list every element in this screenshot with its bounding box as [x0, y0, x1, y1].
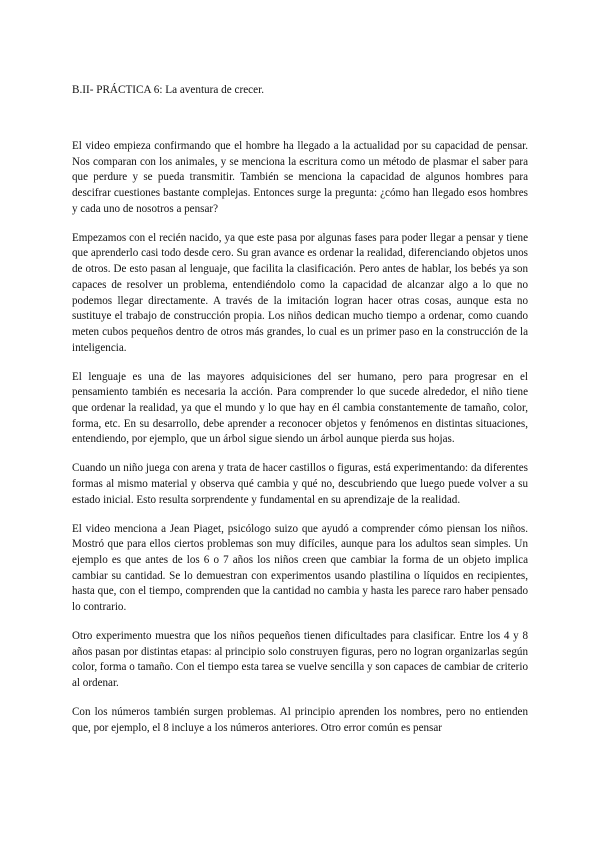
paragraph-2: Empezamos con el recién nacido, ya que este pasa por algunas fases para poder llegar a pensar y tiene que aprenderlo casi todo desde cero. Su gran avance es ordenar la realidad, diferenciando objetos unos de otros. De esto pasan al lenguaje, que facilita la clasificación. Pero antes de hablar, los bebés ya son capaces de resolver un problema, entendiéndolo como la capacidad de alcanzar algo a lo que no podemos llegar directamente. A través de la imitación logran hacer otras cosas, aunque esta no sustituye el trabajo de construcción propia. Los niños dedican mucho tiempo a ordenar, como cuando meten cubos pequeños dentro de otros más grandes, lo cual es un primer paso en la construcción de la inteligencia. — [72, 231, 528, 354]
paragraph-6: Otro experimento muestra que los niños pequeños tienen dificultades para clasificar. Entre los 4 y 8 años pasan por distintas etapas: al principio solo construyen figuras, pero no logran organizarlas según color, forma o tamaño. Con el tiempo esta tarea se vuelve sencilla y son capaces de cambiar de criterio al ordenar. — [72, 629, 528, 690]
document-body — [72, 139, 528, 750]
paragraph-3: El lenguaje es una de las mayores adquisiciones del ser humano, pero para progresar en el pensamiento también es necesaria la acción. Para comprender lo que sucede alrededor, el niño tiene que ordenar la realidad, ya que el mundo y lo que hay en él cambia constantemente de tamaño, color, forma, etc. En su desarrollo, debe aprender a reconocer objetos y fenómenos en distintas situaciones, entendiendo, por ejemplo, que un árbol sigue siendo un árbol aunque pierda sus hojas. — [72, 370, 528, 446]
document-title: B.II- PRÁCTICA 6: La aventura de crecer. — [72, 84, 264, 96]
paragraph-1: El video empieza confirmando que el hombre ha llegado a la actualidad por su capacidad de pensar. Nos comparan con los animales, y se menciona la escritura como un método de plasmar el saber para que perdure y se pueda transmitir. También se menciona la capacidad de algunos hombres para descifrar cuestiones bastante complejas. Entonces surge la pregunta: ¿cómo han llegado esos hombres y cada uno de nosotros a pensar? — [72, 140, 528, 215]
paragraph-7: Con los números también surgen problemas. Al principio aprenden los nombres, pero no entienden que, por ejemplo, el 8 incluye a los números anteriores. Otro error común es pensar — [72, 705, 528, 734]
paragraph-5: El video menciona a Jean Piaget, psicólogo suizo que ayudó a comprender cómo piensan los niños. Mostró que para ellos ciertos problemas son muy difíciles, aunque para los adultos sean simples. Un ejemplo es que antes de los 6 o 7 años los niños creen que cambiar la forma de un objeto implica cambiar su cantidad. Se lo demuestran con experimentos usando plastilina o líquidos en recipientes, hasta que, con el tiempo, comprenden que la cantidad no cambia y hasta les parece raro haber pensado lo contrario. — [72, 522, 528, 614]
paragraph-4: Cuando un niño juega con arena y trata de hacer castillos o figuras, está experimentando: da diferentes formas al mismo material y observa qué cambia y qué no, descubriendo que luego puede volver a su estado inicial. Esto resulta sorprendente y fundamental en su aprendizaje de la realidad. — [72, 462, 528, 506]
